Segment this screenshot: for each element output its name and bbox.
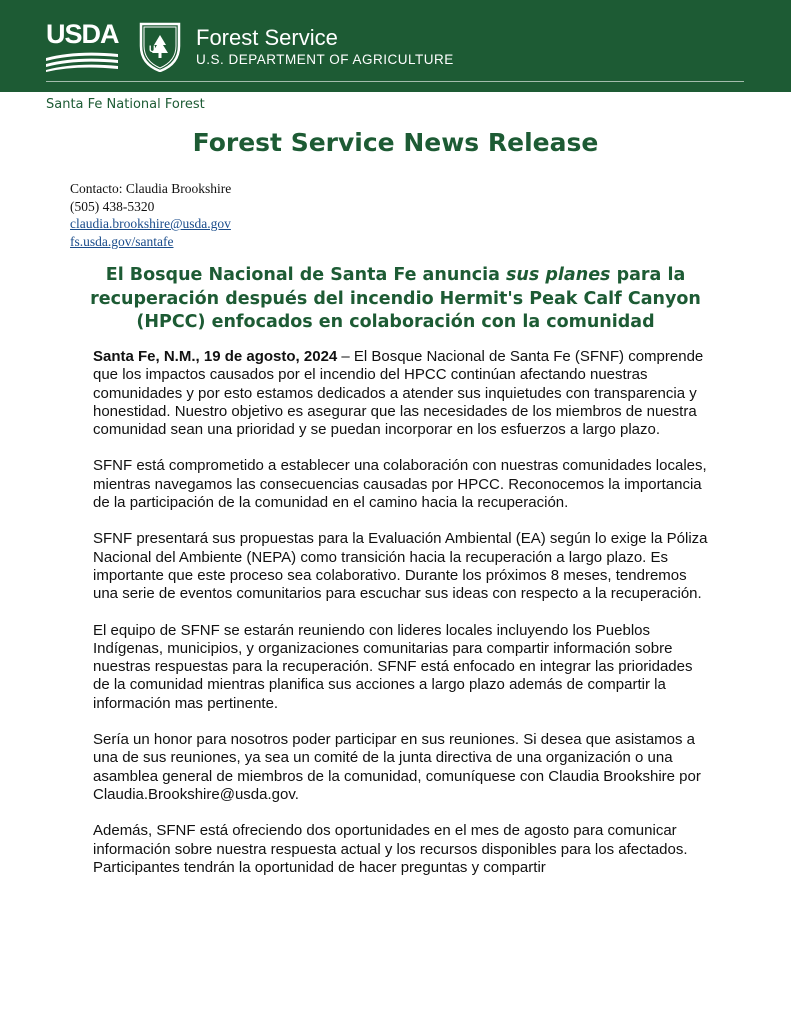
header-banner — [0, 0, 791, 92]
header-divider — [46, 81, 744, 82]
department-name: U.S. DEPARTMENT OF AGRICULTURE — [196, 52, 454, 67]
headline-emphasis: sus planes — [506, 265, 611, 285]
usda-logo[interactable] — [46, 20, 118, 72]
contact-email-link[interactable]: claudia.brookshire@usda.gov — [70, 216, 231, 231]
paragraph-4: El equipo de SFNF se estarán reuniendo con lideres locales incluyendo los Pueblos Indígenas, municipios, y organizaciones comunitarias para compartir información sobre nuestras respuestas para la recuperación. SFNF está enfocado en integrar las prioridades de la comunidad mientras planifica sus acciones a largo plazo además de compartir la información mas pertinente. — [93, 621, 693, 712]
paragraph-3: SFNF presentará sus propuestas para la Evaluación Ambiental (EA) según lo exige la Póliza Nacional del Ambiente (NEPA) como transición hacia la recuperación a largo plazo. Es importante que este proceso sea colaborativo. Durante los próximos 8 meses, tendremos una serie de eventos comunitarios para escuchar sus ideas con respecto a la recuperación. — [93, 530, 708, 603]
headline — [60, 264, 731, 335]
usda-logo-text: USDA — [46, 19, 119, 49]
website-link[interactable]: fs.usda.gov/santafe — [70, 233, 174, 249]
paragraph-1-text: – El Bosque Nacional de Santa Fe (SFNF) comprende que los impactos causados por el incendio del HPCC continúan afectando nuestras comunidades y por esto estamos dedicados a atender sus inquietudes con transparencia y honestidad. Nuestro objetivo es asegurar que las necesidades de los miembros de nuestra comunidad sean una prioridad y se puedan incorporar en los esfuerzos a largo plazo. — [93, 348, 704, 439]
forest-name: Santa Fe National Forest — [46, 97, 205, 112]
contact-name: Contacto: Claudia Brookshire — [70, 181, 232, 196]
paragraph-1 — [93, 348, 708, 439]
forest-service-shield-icon — [137, 22, 183, 72]
paragraph-6: Además, SFNF está ofreciendo dos oportunidades en el mes de agosto para comunicar información sobre nuestra respuesta actual y los recursos disponibles para los afectados. Participantes tendrán la oportunidad de hacer preguntas y compartir — [93, 822, 688, 876]
paragraph-2: SFNF está comprometido a establecer una colaboración con nuestras comunidades locales, mientras navegamos las consecuencias causadas por HPCC. Reconocemos la importancia de la participación de la comunidad en el camino hacia la recuperación. — [93, 457, 707, 512]
headline-part1: El Bosque Nacional de Santa Fe anuncia — [105, 265, 507, 285]
headline-part2: para la recuperación después del incendio Hermit's Peak Calf Canyon (HPCC) enfocados en colaboración con la comunidad — [90, 265, 701, 332]
page-title: Forest Service News Release — [192, 128, 599, 157]
usda-swoosh-icon — [46, 50, 118, 72]
shield-letters: US — [149, 44, 162, 54]
contact-block — [70, 180, 231, 250]
article-body — [93, 348, 708, 895]
agency-name: Forest Service — [196, 25, 338, 50]
paragraph-5: Sería un honor para nosotros poder participar en sus reuniones. Si desea que asistamos a una de sus reuniones, ya sea un comité de la junta directiva de una organización o una asamblea general de miembros de la comunidad, comuníquese con Claudia Brookshire por Claudia.Brookshire@usda.gov. — [93, 731, 701, 803]
contact-phone: (505) 438-5320 — [70, 198, 155, 214]
dateline: Santa Fe, N.M., 19 de agosto, 2024 — [93, 348, 338, 365]
